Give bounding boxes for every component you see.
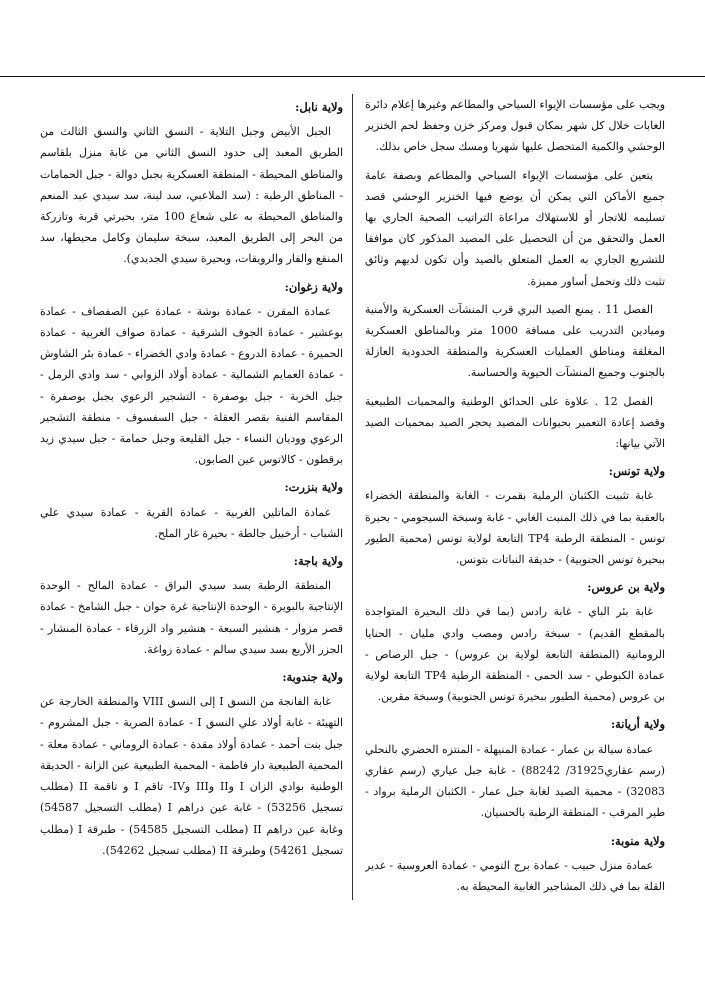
- article-11: الفصل 11 . يمنع الصيد البري قرب المنشآت العسكرية والأمنية وميادين التدريب على مسافة 1000 متر وبالمناطق العسكرية المغلقة ومناطق العمليات العسكرية والمنطقة الحدودية العازلة بالجنوب وجميع المنشآت الحيوية والحساسة.: [365, 302, 665, 380]
- text-ariana: عمادة سيالة بن عمار - عمادة المنيهلة - المنتزه الحضري بالنحلي (رسم عقاري31925/ 88242) - غابة جبل عياري (رسم عقاري 32083) - محمية الصيد لغابة جبل عمار - الكثبان الرملية برواد - طير المرقب - المنطقة الرطبة بالحسيان.: [365, 742, 665, 820]
- text-beja: المنطقة الرطبة بسد سيدي البراق - عمادة المالح - الوحدة الإنتاجية بالبويرة - الوحدة الإنتاجية غرة جوان - جبل الشامخ - عمادة قصر مزوار - هنشير السبعة - هنشير واد الزرقاء - عمادة المنشار - الجزر الأربع بسد سيدي سالم - عمادة زواغة.: [40, 579, 343, 656]
- column-divider: [352, 94, 353, 900]
- left-column: [40, 94, 343, 960]
- text-zaghouan: عمادة المقرن - عمادة بوشة - عمادة عين الصفصاف - عمادة بوعشير - عمادة الجوف الشرقية - عمادة صواف الغربية - عمادة الحميرة - عمادة الدروع - عمادة وادي الخضراء - عمادة بئر الشاوش - عمادة العمايم الشمالية - عمادة أولاد الزوابي - سد وادي الرمل - جبل الخربة - جبل بوصفرة - التشجير الرعوي بجبل بوصفرة - المقاسم الفنية بقصر العقلة - جبل السفسوف - منطقة التشجير الرعوي ووديان النساء - جبل القليعة وجبل حمامة - جبل سيدي زيد برقطون - كالاتوس عين الصابون.: [40, 304, 343, 467]
- header-rule: [0, 76, 705, 77]
- heading-jendouba: ولاية جندوبة:: [282, 670, 343, 685]
- heading-nabeul: ولاية نابل:: [295, 100, 343, 114]
- text-manouba: عمادة منزل حبيب - عمادة برج التومي - عمادة العروسية - غدير القلة بما في ذلك المشاجير الغابية المحيطة به.: [365, 858, 665, 893]
- text-nabeul: الجبل الأبيض وجبل التلاية - النسق الثاني والنسق الثالث من الطريق المعبد إلى حدود النسق الثاني من غابة منزل بلقاسم والمناطق المحيطة - المنطقة العسكرية بجبل دوالة - جبل الحمامات - المناطق الرطبة : (سد الملاعبي، سد لبنة، سد سيدي عبد المنعم والمناطق المحيطة به على شعاع 100 متر، بحيرتي قربة وتازركة من البحر إلى الطريق المعبد، سبخة سليمان وكامل محيطها، سد المنقع والفار والرويقات، وبحيرة سيدي الجديدي).: [40, 125, 343, 266]
- right-column: [365, 94, 665, 960]
- heading-manouba: ولاية منوبة:: [610, 833, 665, 848]
- text-jendouba: غابة الفانجة من النسق I إلى النسق VIII والمنطقة الخارجة عن التهيئة - غابة أولاد علي النسق I - عمادة الصرية - جبل المشروم - جبل بنت أحمد - عمادة أولاد مقدة - عمادة الروماني - عمادة معلة - المحمية الطبيعية دار فاطمة - المحمية الطبيعية عين الزانة - الحديقة الوطنية بوادي الزان I وII وIII وIV- تاقم I و تاقمة II (مطلب تسجيل 53256) - غابة عين دراهم I (مطلب التسجيل 54587) وغابة عين دراهم II (مطلب التسجيل 54585) - طبرقة I (مطلب تسجيل 54261) وطبرقة II (مطلب تسجيل 54262).: [40, 695, 343, 857]
- heading-zaghouan: ولاية زغوان:: [284, 279, 343, 294]
- heading-ben-arous: ولاية بن عروس:: [587, 580, 665, 595]
- text-ben-arous: غابة بئر الباي - غابة رادس (بما في ذلك البحيرة المتواجدة بالمقطع القديم) - سبخة رادس ومصب وادي مليان - الحنايا الرومانية (المنطقة التابعة لولاية بن عروس) - جبل الرصاص - عمادة الكبوطي - سد الحمى - المنطقة الرطبة TP4 التابعة لولاية بن عروس (محمية الطيور ببحيرة تونس الجنوبية) وسبخة مقرين.: [365, 605, 665, 704]
- paragraph-tourism-reporting: ويجب على مؤسسات الإيواء السياحي والمطاعم وغيرها إعلام دائرة الغابات خلال كل شهر بمكان قبول ومركز خزن وحفظ لحم الخنزير الوحشي والكمية المتحصل عليها شهريا ومسك سجل خاص بذلك.: [365, 98, 665, 154]
- heading-bizerte: ولاية بنزرت:: [284, 480, 343, 495]
- text-bizerte: عمادة الماتلين الغربية - عمادة القرية - عمادة سيدي علي الشباب - أرخبيل جالطة - بحيرة غار الملح.: [40, 505, 343, 540]
- heading-beja: ولاية باجة:: [293, 554, 343, 569]
- heading-ariana: ولاية أريانة:: [610, 717, 665, 732]
- paragraph-tourism-obligations: يتعين على مؤسسات الإيواء السياحي والمطاعم وبصفة عامة جميع الأماكن التي يمكن أن يوضع فيها الخنزير الوحشي قصد تسليمه للاتجار أو للاستهلاك مراعاة التراتيب الصحية الجاري بها العمل والتحقق من أن التحصيل على المصيد المذكور كان موافقا للتشريع الجاري به العمل المتعلق بالصيد وأن تكون لديهم وثائق تثبت ذلك وتحمل أساور مميزة.: [365, 168, 665, 288]
- article-12: الفصل 12 . علاوة على الحدائق الوطنية والمحميات الطبيعية وقصد إعادة التعمير بحيوانات المصيد يحجر الصيد بمحميات الصيد الآتي بيانها:: [365, 394, 665, 451]
- text-tunis: غابة تثبيت الكثبان الرملية بقمرت - الغابة والمنطقة الخضراء بالعقبة بما في ذلك المنبت الغابي - غابة وسبخة السيجومي - بحيرة تونس - المنطقة الرطبة TP4 التابعة لولاية تونس (محمية الطيور ببحيرة تونس الجنوبية) - حديقة النباتات بتونس.: [365, 489, 665, 567]
- heading-tunis: ولاية تونس:: [608, 464, 665, 479]
